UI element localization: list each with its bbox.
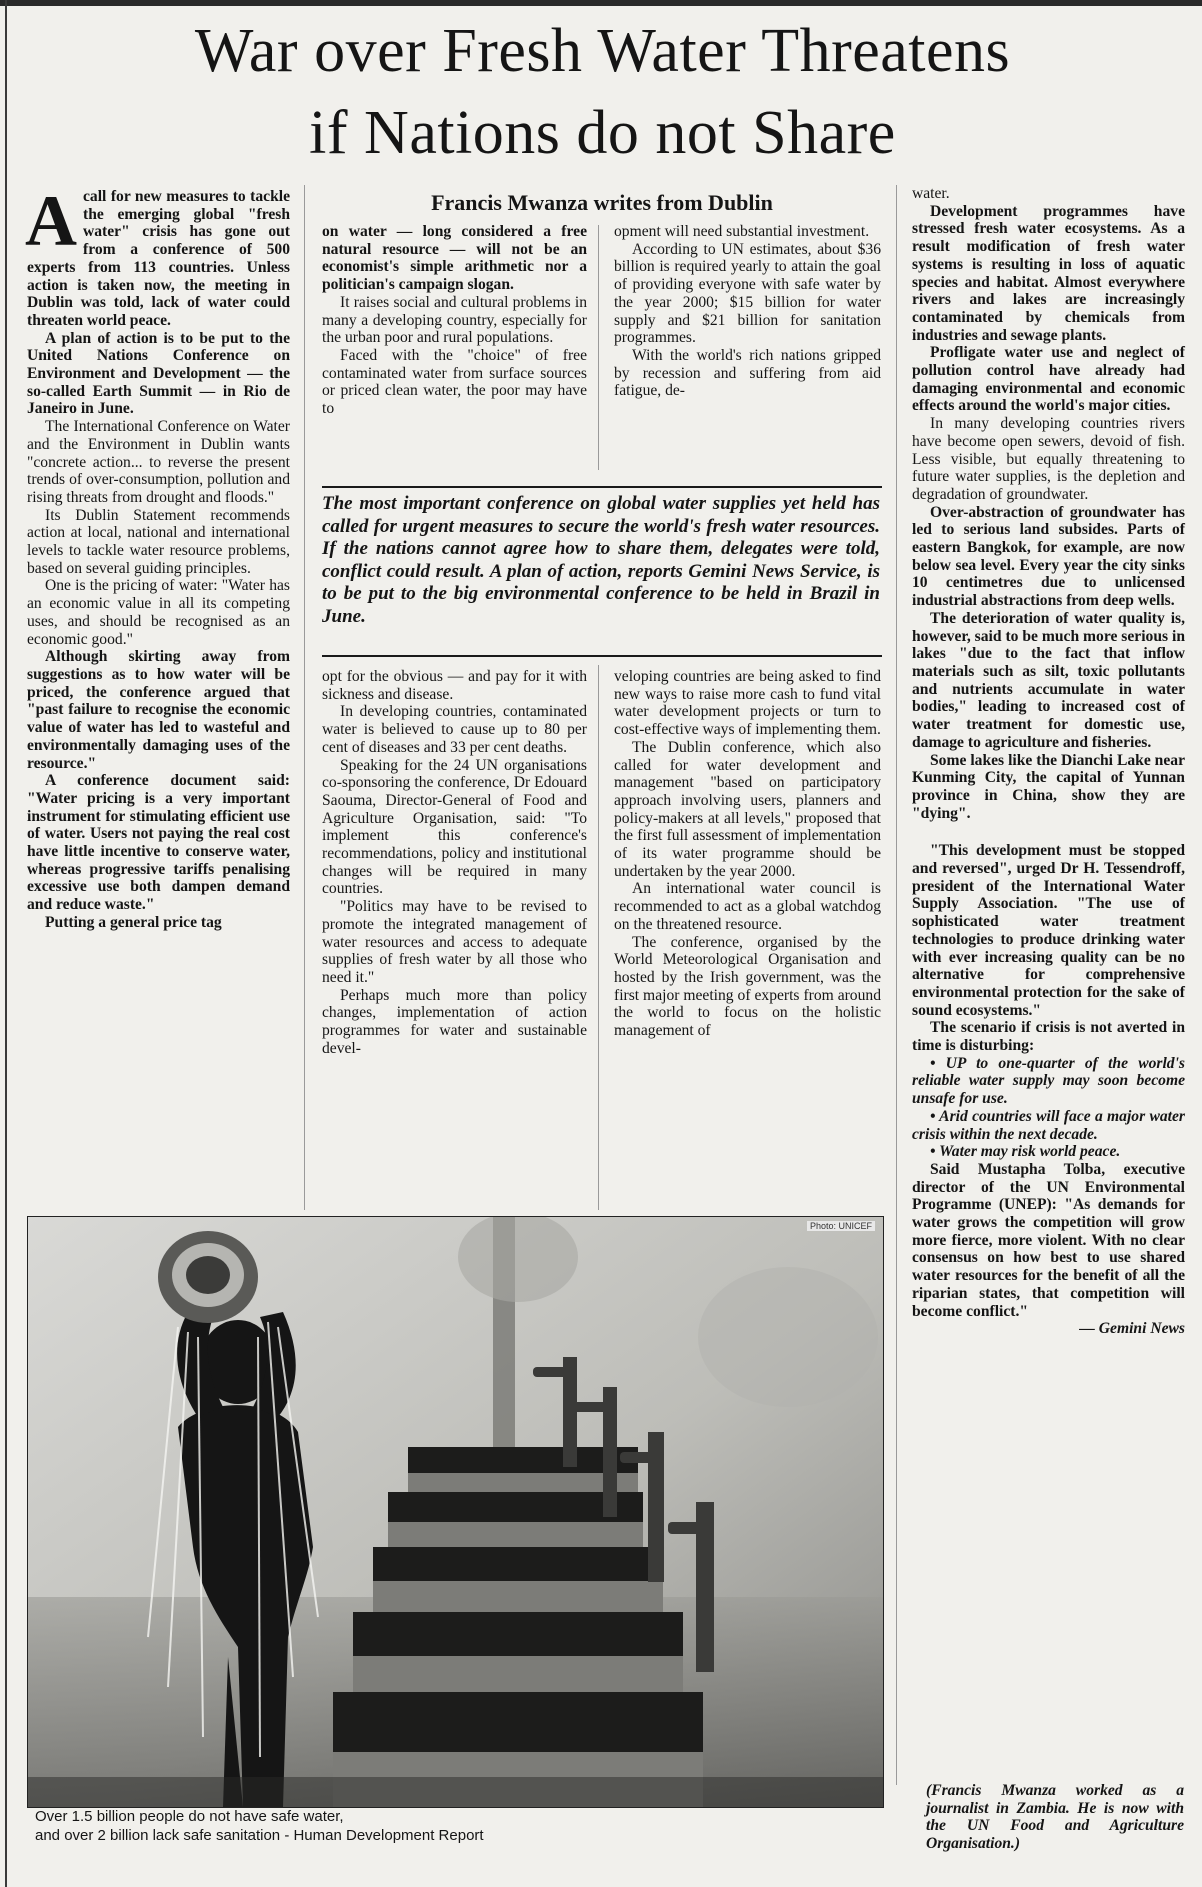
column-4 [912, 185, 1185, 1705]
paragraph: It raises social and cultural problems in many a developing country, especially for the urban poor and rural populations. [322, 293, 587, 347]
paragraph: "This development must be stopped and reversed", urged Dr H. Tessendroff, president of the International Water Supply Association. "The use of sophisticated water treatment technologies to produce drinking water with ever increasing quality can be no alternative for comprehensive environmental protection for the sake of sound ecosystems." [912, 842, 1185, 1019]
top-border [0, 0, 1202, 6]
paragraph: Putting a general price tag [45, 913, 222, 931]
paragraph: One is the pricing of water: "Water has an economic value in all its competing uses, and should be recognised as an economic good." [27, 577, 290, 648]
paragraph: opt for the obvious — and pay for it with sickness and disease. [322, 668, 587, 703]
photo-illustration [28, 1217, 883, 1807]
paragraph: Speaking for the 24 UN organisations co-sponsoring the conference, Dr Edouard Saouma, Director-General of Food and Agriculture Organisation, said: "To implement this conference's recommendations, policy and institutional changes will be required in many countries. [322, 756, 587, 898]
column-1 [25, 181, 290, 1208]
paragraph: The International Conference on Water and the Environment in Dublin wants "concrete action... to reverse the present trends of over-consumption, pollution and rising threats from drought and floods." [27, 418, 290, 506]
column-2-bottom [322, 668, 587, 1208]
paragraph: An international water council is recommended to act as a global watchdog on the threatened resource. [614, 880, 881, 933]
column-2-top [322, 223, 587, 471]
paragraph: Some lakes like the Dianchi Lake near Kunming City, the capital of Yunnan province in China, show they are "dying". [912, 751, 1185, 822]
paragraph: water. [912, 185, 950, 202]
headline-line-2: if Nations do not Share [309, 99, 896, 167]
paragraph: According to UN estimates, about $36 billion is required yearly to attain the goal of providing everyone with safe water by the year 2000; $15 billion for water supply and $21 billion for sanitation programmes. [614, 240, 881, 347]
paragraph: Perhaps much more than policy changes, implementation of action programmes for water and sustainable devel- [322, 986, 587, 1057]
caption-line-1: Over 1.5 billion people do not have safe water, [35, 1808, 344, 1825]
column-3-bottom [614, 668, 881, 1208]
agency-credit: — Gemini News [1079, 1320, 1185, 1338]
paragraph: Although skirting away from suggestions as to how water will be priced, the conference argued that "past failure to recognise the economic value of water has led to wasteful and environmentally damaging uses of the resource." [27, 648, 290, 772]
lead-paragraph: Acall for new measures to tackle the emerging global "fresh water" crisis has gone out from a conference of 500 experts from 113 countries. Unless action is taken now, the meeting in Dublin was told, lack of water could threaten world peace. [25, 181, 290, 329]
bullet-item: • UP to one-quarter of the world's reliable water supply may soon become unsafe for use. [912, 1054, 1185, 1108]
paragraph: veloping countries are being asked to find new ways to raise more cash to fund vital water development projects or turn to cost-effective ways of implementing them. [614, 668, 881, 739]
paragraph: The Dublin conference, which also called for water development and management "based on participatory approach involving users, planners and policy-makers at all levels," proposed that the first full assessment of implementation of its water programme should be undertaken by the year 2000. [614, 738, 881, 880]
byline: Francis Mwanza writes from Dublin [431, 190, 773, 215]
photo-caption [35, 1807, 735, 1845]
column-rule [598, 665, 599, 1210]
photo-credit: Photo: UNICEF [807, 1221, 875, 1231]
author-note: (Francis Mwanza worked as a journalist in Zambia. He is now with the UN Food and Agriculture Organisation.) [926, 1782, 1184, 1853]
column-rule [598, 225, 599, 470]
paragraph: The conference, organised by the World Meteorological Organisation and hosted by the Irish government, was the first major meeting of experts from around the world to focus on the holistic management of [614, 933, 881, 1040]
column-rule [304, 185, 305, 1210]
paragraph: on water — long considered a free natural resource — will not be an economist's simple arithmetic nor a politician's campaign slogan. [322, 223, 587, 294]
paragraph: A conference document said: "Water pricing is a very important instrument for stimulating efficient use of water. Users not paying the real cost have little incentive to conserve water, whereas progressive tariffs penalising excessive use both dampen demand and reduce waste." [27, 772, 290, 914]
drop-cap: A [25, 181, 77, 261]
column-rule [896, 185, 897, 1785]
paragraph: "Politics may have to be revised to promote the integrated management of water resources and access to adequate supplies of fresh water by all those who need it." [322, 898, 587, 986]
pull-quote-rule-bottom [322, 655, 882, 657]
paragraph: Over-abstraction of groundwater has led to serious land subsides. Parts of eastern Bangkok, for example, are now below sea level. Every year the city sinks 10 centimetres due to unlicensed industrial abstractions from deep wells. [912, 503, 1185, 610]
paragraph: opment will need substantial investment. [614, 223, 870, 240]
paragraph: In many developing countries rivers have become open sewers, devoid of fish. Less visible, but equally threatening to future water supplies, is the depletion and degradation of groundwater. [912, 415, 1185, 503]
paragraph: The scenario if crisis is not averted in time is disturbing: [912, 1019, 1185, 1055]
paragraph: Profligate water use and neglect of pollution control have already had damaging environmental and economic effects around the world's major cities. [912, 344, 1185, 415]
left-border [5, 0, 7, 1887]
pull-quote: The most important conference on global water supplies yet held has called for urgent measures to secure the world's fresh water resources. If the nations cannot agree how to share them, delegates were told, conflict could result. A plan of action, reports Gemini News Service, is to be put to the big environmental conference to be held in Brazil in June. [322, 493, 880, 627]
paragraph: Its Dublin Statement recommends action at local, national and international levels to tackle water resource problems, based on several guiding principles. [27, 506, 290, 577]
bullet-item: • Water may risk world peace. [930, 1143, 1121, 1161]
bullet-item: • Arid countries will face a major water crisis within the next decade. [912, 1107, 1185, 1143]
headline-line-1: War over Fresh Water Threatens [194, 17, 1011, 85]
paragraph: Faced with the "choice" of free contaminated water from surface sources or priced clean water, the poor may have to [322, 346, 587, 418]
paragraph: A plan of action is to be put to the United Nations Conference on Environment and Development — the so-called Earth Summit — in Rio de Janeiro in June. [27, 329, 290, 418]
paragraph: Development programmes have stressed fresh water ecosystems. As a result modification of fresh water systems is resulting in loss of aquatic species and habitat. Almost everywhere rivers and lakes are increasingly contaminated by chemicals from industries and sewage plants. [912, 202, 1185, 344]
column-3-top [614, 223, 881, 471]
paragraph: The deterioration of water quality is, however, said to be much more serious in lakes "due to the fact that inflow materials such as silt, toxic pollutants and nutrients accumulate in water bodies," leading to increased cost of water treatment for domestic use, damage to agriculture and fisheries. [912, 609, 1185, 751]
news-photo [27, 1216, 884, 1808]
pull-quote-rule-top [322, 486, 882, 488]
paragraph: Said Mustapha Tolba, executive director of the UN Environmental Programme (UNEP): "As demands for water grows the competition will grow more fierce, more violent. With no clear consensus on how best to use shared water resources for the benefit of all the riparian states, that competition will become conflict." [912, 1160, 1185, 1320]
paragraph: With the world's rich nations gripped by recession and suffering from aid fatigue, de- [614, 346, 881, 400]
caption-line-2: and over 2 billion lack safe sanitation - Human Development Report [35, 1827, 484, 1844]
paragraph: In developing countries, contaminated water is believed to cause up to 80 per cent of diseases and 33 per cent deaths. [322, 703, 587, 756]
